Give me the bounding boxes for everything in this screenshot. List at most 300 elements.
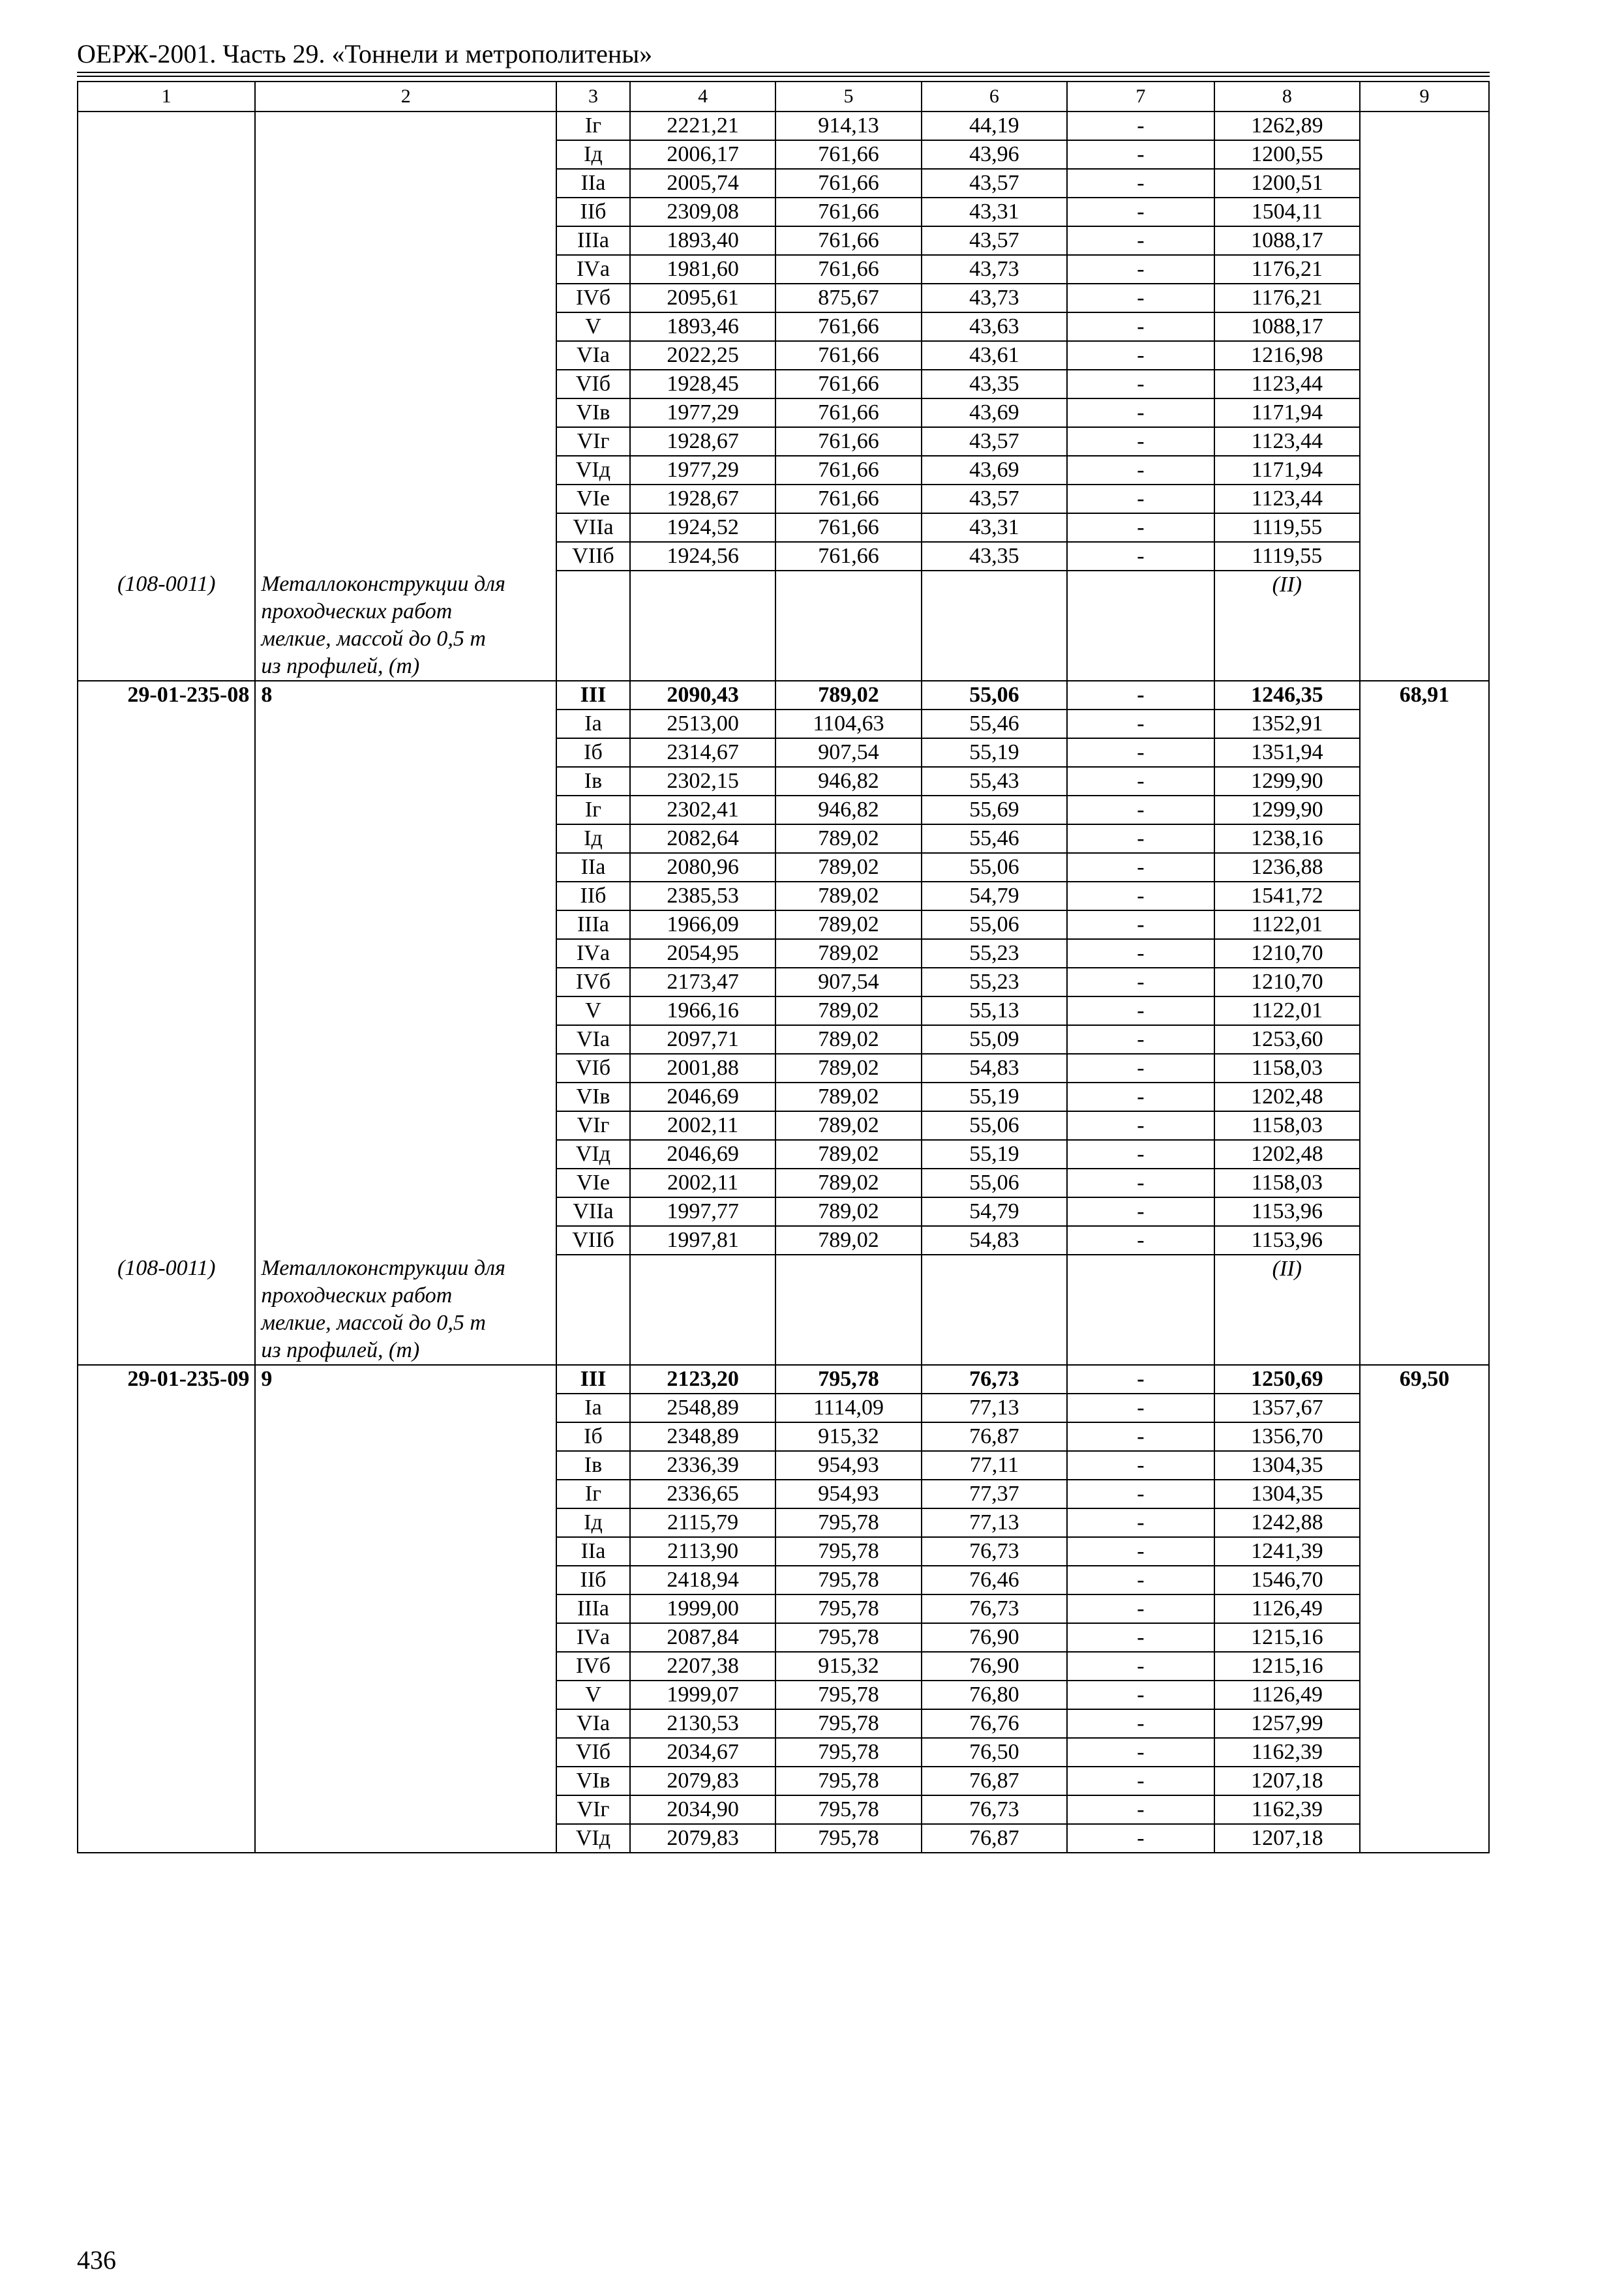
value-cell: 1088,17	[1214, 226, 1360, 255]
value-cell: 2079,83	[630, 1767, 775, 1795]
value-cell: VIд	[556, 1824, 630, 1853]
value-cell: 55,13	[922, 996, 1067, 1025]
value-cell: 76,87	[922, 1422, 1067, 1451]
rate-code	[78, 513, 255, 542]
value-cell: V	[556, 996, 630, 1025]
column-header: 8	[1214, 82, 1360, 112]
value-cell: 2079,83	[630, 1824, 775, 1853]
index-value	[1360, 370, 1489, 398]
index-value	[1360, 1054, 1489, 1083]
rate-description	[255, 140, 556, 169]
rate-code	[78, 485, 255, 513]
value-cell: -	[1067, 427, 1214, 456]
value-cell: 1351,94	[1214, 738, 1360, 767]
value-cell: -	[1067, 513, 1214, 542]
value-cell: 55,23	[922, 939, 1067, 968]
rate-description	[255, 1480, 556, 1508]
value-cell: 946,82	[775, 767, 921, 796]
value-cell: VIб	[556, 370, 630, 398]
table-header-row	[78, 82, 1489, 112]
value-cell: 1207,18	[1214, 1767, 1360, 1795]
value-cell: 2034,90	[630, 1795, 775, 1824]
material-description	[255, 571, 556, 681]
table-row	[78, 398, 1489, 427]
rate-description	[255, 1709, 556, 1738]
value-cell: V	[556, 1681, 630, 1709]
index-value	[1360, 853, 1489, 882]
table-row	[78, 140, 1489, 169]
empty-cell	[556, 571, 630, 681]
value-cell: Iг	[556, 796, 630, 824]
value-cell: -	[1067, 1709, 1214, 1738]
rate-code	[78, 796, 255, 824]
value-cell: 795,78	[775, 1537, 921, 1566]
value-cell: 1966,16	[630, 996, 775, 1025]
value-cell: 1210,70	[1214, 968, 1360, 996]
value-cell: 1202,48	[1214, 1083, 1360, 1111]
value-cell: 54,83	[922, 1226, 1067, 1255]
index-value: 69,50	[1360, 1365, 1489, 1394]
value-cell: 915,32	[775, 1652, 921, 1681]
value-cell: 76,73	[922, 1537, 1067, 1566]
index-value	[1360, 198, 1489, 226]
rate-code	[78, 1197, 255, 1226]
index-value	[1360, 456, 1489, 485]
table-row	[78, 542, 1489, 571]
rate-description	[255, 853, 556, 882]
rate-code	[78, 456, 255, 485]
value-cell: 1299,90	[1214, 767, 1360, 796]
value-cell: 1541,72	[1214, 882, 1360, 910]
index-value	[1360, 398, 1489, 427]
rate-description	[255, 1767, 556, 1795]
value-cell: 954,93	[775, 1480, 921, 1508]
value-cell: 54,79	[922, 1197, 1067, 1226]
rate-code	[78, 1594, 255, 1623]
value-cell: 2054,95	[630, 939, 775, 968]
table-row	[78, 427, 1489, 456]
rate-description	[255, 427, 556, 456]
value-cell: 1200,55	[1214, 140, 1360, 169]
value-cell: 1122,01	[1214, 996, 1360, 1025]
value-cell: VIе	[556, 485, 630, 513]
value-cell: 789,02	[775, 1226, 921, 1255]
rate-description	[255, 198, 556, 226]
value-cell: 761,66	[775, 169, 921, 198]
rate-description	[255, 968, 556, 996]
rate-description	[255, 1824, 556, 1853]
value-cell: 1162,39	[1214, 1795, 1360, 1824]
rate-description	[255, 1508, 556, 1537]
table-row	[78, 112, 1489, 140]
index-value	[1360, 1422, 1489, 1451]
rate-description	[255, 939, 556, 968]
value-cell: -	[1067, 370, 1214, 398]
value-cell: 1202,48	[1214, 1140, 1360, 1169]
table-row	[78, 1083, 1489, 1111]
value-cell: 2336,39	[630, 1451, 775, 1480]
rate-description	[255, 1451, 556, 1480]
value-cell: 2082,64	[630, 824, 775, 853]
rate-description	[255, 398, 556, 427]
index-value	[1360, 824, 1489, 853]
empty-cell	[922, 1255, 1067, 1365]
value-cell: 43,57	[922, 485, 1067, 513]
index-value	[1360, 1394, 1489, 1422]
empty-cell	[630, 1255, 775, 1365]
value-cell: -	[1067, 284, 1214, 312]
value-cell: 2022,25	[630, 341, 775, 370]
value-cell: 54,79	[922, 882, 1067, 910]
header-rule-double	[77, 76, 1490, 77]
table-row	[78, 939, 1489, 968]
value-cell: 1158,03	[1214, 1169, 1360, 1197]
value-cell: VIв	[556, 1083, 630, 1111]
table-row	[78, 1508, 1489, 1537]
header-rule	[77, 72, 1490, 73]
material-description-line: проходческих работ	[261, 599, 453, 623]
value-cell: IIб	[556, 882, 630, 910]
rate-code	[78, 542, 255, 571]
rate-description	[255, 169, 556, 198]
value-cell: 1210,70	[1214, 939, 1360, 968]
table-row	[78, 1054, 1489, 1083]
value-cell: 761,66	[775, 427, 921, 456]
value-cell: 55,09	[922, 1025, 1067, 1054]
rate-code	[78, 939, 255, 968]
rate-description	[255, 796, 556, 824]
table-row	[78, 824, 1489, 853]
rate-description	[255, 1681, 556, 1709]
value-cell: 76,87	[922, 1767, 1067, 1795]
rate-code	[78, 853, 255, 882]
empty-index	[1360, 571, 1489, 681]
rate-code	[78, 1083, 255, 1111]
rate-description	[255, 738, 556, 767]
value-cell: III	[556, 681, 630, 710]
value-cell: -	[1067, 1422, 1214, 1451]
value-cell: 76,73	[922, 1365, 1067, 1394]
value-cell: 2006,17	[630, 140, 775, 169]
value-cell: 907,54	[775, 968, 921, 996]
table-row	[78, 996, 1489, 1025]
value-cell: 1246,35	[1214, 681, 1360, 710]
value-cell: VIа	[556, 1709, 630, 1738]
value-cell: 789,02	[775, 1083, 921, 1111]
value-cell: VIIб	[556, 542, 630, 571]
value-cell: 2080,96	[630, 853, 775, 882]
value-cell: 761,66	[775, 513, 921, 542]
value-cell: 2130,53	[630, 1709, 775, 1738]
rates-table	[77, 81, 1490, 1853]
value-cell: 795,78	[775, 1824, 921, 1853]
value-cell: 43,63	[922, 312, 1067, 341]
table-row	[78, 1767, 1489, 1795]
table-row	[78, 1795, 1489, 1824]
value-cell: 1546,70	[1214, 1566, 1360, 1594]
table-row	[78, 1365, 1489, 1394]
value-cell: 789,02	[775, 1111, 921, 1140]
value-cell: 789,02	[775, 853, 921, 882]
rate-code	[78, 140, 255, 169]
value-cell: 1966,09	[630, 910, 775, 939]
value-cell: VIа	[556, 341, 630, 370]
table-row	[78, 1451, 1489, 1480]
rate-description	[255, 1226, 556, 1255]
value-cell: VIб	[556, 1054, 630, 1083]
rate-description	[255, 542, 556, 571]
rate-description	[255, 112, 556, 140]
value-cell: 789,02	[775, 1054, 921, 1083]
value-cell: 76,76	[922, 1709, 1067, 1738]
value-cell: 1924,52	[630, 513, 775, 542]
index-value	[1360, 738, 1489, 767]
value-cell: 1928,67	[630, 485, 775, 513]
rate-code	[78, 341, 255, 370]
value-cell: 1176,21	[1214, 284, 1360, 312]
value-cell: 55,46	[922, 710, 1067, 738]
value-cell: 1126,49	[1214, 1681, 1360, 1709]
value-cell: IVа	[556, 1623, 630, 1652]
value-cell: 55,19	[922, 1140, 1067, 1169]
value-cell: 43,35	[922, 370, 1067, 398]
index-value	[1360, 1623, 1489, 1652]
value-cell: 1123,44	[1214, 370, 1360, 398]
rate-description	[255, 710, 556, 738]
empty-cell	[775, 571, 921, 681]
rate-description	[255, 767, 556, 796]
table-row	[78, 1566, 1489, 1594]
index-value	[1360, 255, 1489, 284]
value-cell: 1158,03	[1214, 1054, 1360, 1083]
value-cell: 43,57	[922, 427, 1067, 456]
index-value	[1360, 341, 1489, 370]
value-cell: IIа	[556, 853, 630, 882]
value-cell: 1250,69	[1214, 1365, 1360, 1394]
index-value	[1360, 1738, 1489, 1767]
value-cell: 761,66	[775, 370, 921, 398]
value-cell: 43,57	[922, 169, 1067, 198]
value-cell: -	[1067, 1226, 1214, 1255]
value-cell: 761,66	[775, 198, 921, 226]
empty-cell	[1067, 571, 1214, 681]
rate-code	[78, 1111, 255, 1140]
empty-cell	[922, 571, 1067, 681]
value-cell: 795,78	[775, 1738, 921, 1767]
rate-code	[78, 968, 255, 996]
value-cell: -	[1067, 1594, 1214, 1623]
table-row	[78, 1594, 1489, 1623]
value-cell: -	[1067, 710, 1214, 738]
rate-code	[78, 767, 255, 796]
table-row	[78, 1480, 1489, 1508]
rate-description	[255, 996, 556, 1025]
rate-description: 9	[255, 1365, 556, 1394]
value-cell: IVа	[556, 255, 630, 284]
value-cell: 789,02	[775, 1025, 921, 1054]
index-value	[1360, 1594, 1489, 1623]
table-row	[78, 1169, 1489, 1197]
value-cell: 795,78	[775, 1508, 921, 1537]
value-cell: 1997,81	[630, 1226, 775, 1255]
rate-description	[255, 1652, 556, 1681]
value-cell: -	[1067, 1480, 1214, 1508]
table-row	[78, 1025, 1489, 1054]
value-cell: -	[1067, 1537, 1214, 1566]
value-cell: 43,96	[922, 140, 1067, 169]
rate-code	[78, 910, 255, 939]
rate-description	[255, 1623, 556, 1652]
value-cell: 1171,94	[1214, 456, 1360, 485]
index-value	[1360, 485, 1489, 513]
rate-description	[255, 284, 556, 312]
rate-code	[78, 710, 255, 738]
table-row	[78, 1824, 1489, 1853]
value-cell: -	[1067, 1365, 1214, 1394]
rate-code	[78, 1054, 255, 1083]
value-cell: 2207,38	[630, 1652, 775, 1681]
value-cell: IVа	[556, 939, 630, 968]
rate-description	[255, 1083, 556, 1111]
value-cell: 1304,35	[1214, 1480, 1360, 1508]
value-cell: 76,73	[922, 1594, 1067, 1623]
rate-code	[78, 882, 255, 910]
value-cell: 795,78	[775, 1681, 921, 1709]
value-cell: -	[1067, 1111, 1214, 1140]
value-cell: 1262,89	[1214, 112, 1360, 140]
value-cell: -	[1067, 1508, 1214, 1537]
value-cell: 1200,51	[1214, 169, 1360, 198]
value-cell: VIв	[556, 398, 630, 427]
index-value	[1360, 542, 1489, 571]
value-cell: 1215,16	[1214, 1652, 1360, 1681]
value-cell: -	[1067, 226, 1214, 255]
value-cell: Iд	[556, 1508, 630, 1537]
material-description	[255, 1255, 556, 1365]
value-cell: 2090,43	[630, 681, 775, 710]
column-header: 5	[775, 82, 921, 112]
value-cell: 43,31	[922, 198, 1067, 226]
table-row	[78, 341, 1489, 370]
value-cell: 55,06	[922, 1169, 1067, 1197]
index-value	[1360, 427, 1489, 456]
index-value	[1360, 1681, 1489, 1709]
value-cell: 76,90	[922, 1652, 1067, 1681]
table-row	[78, 255, 1489, 284]
material-description-line: Металлоконструкции для	[261, 1256, 505, 1280]
rate-code	[78, 824, 255, 853]
value-cell: 795,78	[775, 1566, 921, 1594]
value-cell: 2002,11	[630, 1169, 775, 1197]
value-cell: 43,69	[922, 398, 1067, 427]
table-row	[78, 796, 1489, 824]
value-cell: Iб	[556, 738, 630, 767]
value-cell: 915,32	[775, 1422, 921, 1451]
value-cell: 914,13	[775, 112, 921, 140]
value-cell: 789,02	[775, 939, 921, 968]
value-cell: 1088,17	[1214, 312, 1360, 341]
index-value	[1360, 1083, 1489, 1111]
rate-description	[255, 1795, 556, 1824]
value-cell: 2418,94	[630, 1566, 775, 1594]
value-cell: VIе	[556, 1169, 630, 1197]
value-cell: -	[1067, 1652, 1214, 1681]
rate-description	[255, 1054, 556, 1083]
index-value	[1360, 1140, 1489, 1169]
index-value	[1360, 796, 1489, 824]
rate-code	[78, 370, 255, 398]
value-cell: 2046,69	[630, 1140, 775, 1169]
value-cell: IIIа	[556, 1594, 630, 1623]
value-cell: Iв	[556, 1451, 630, 1480]
value-cell: -	[1067, 169, 1214, 198]
index-value	[1360, 1197, 1489, 1226]
value-cell: 761,66	[775, 341, 921, 370]
value-cell: -	[1067, 767, 1214, 796]
value-cell: IIIа	[556, 910, 630, 939]
value-cell: 789,02	[775, 681, 921, 710]
value-cell: Iв	[556, 767, 630, 796]
rate-code	[78, 1566, 255, 1594]
value-cell: 795,78	[775, 1623, 921, 1652]
rate-code	[78, 1652, 255, 1681]
rate-description	[255, 1197, 556, 1226]
value-cell: -	[1067, 1623, 1214, 1652]
table-row	[78, 1681, 1489, 1709]
rate-description	[255, 1422, 556, 1451]
value-cell: 55,06	[922, 1111, 1067, 1140]
value-cell: -	[1067, 681, 1214, 710]
rate-code	[78, 1623, 255, 1652]
value-cell: -	[1067, 312, 1214, 341]
value-cell: 2513,00	[630, 710, 775, 738]
rate-description	[255, 1738, 556, 1767]
rate-description	[255, 1025, 556, 1054]
table-row	[78, 767, 1489, 796]
rate-code	[78, 398, 255, 427]
value-cell: VIа	[556, 1025, 630, 1054]
value-cell: 1158,03	[1214, 1111, 1360, 1140]
value-cell: 1356,70	[1214, 1422, 1360, 1451]
index-value	[1360, 312, 1489, 341]
value-cell: 43,57	[922, 226, 1067, 255]
note-row	[78, 571, 1489, 681]
value-cell: 761,66	[775, 140, 921, 169]
rate-description	[255, 226, 556, 255]
table-row	[78, 1709, 1489, 1738]
value-cell: 2002,11	[630, 1111, 775, 1140]
value-cell: 1242,88	[1214, 1508, 1360, 1537]
value-cell: 1215,16	[1214, 1623, 1360, 1652]
value-cell: 77,37	[922, 1480, 1067, 1508]
rate-code	[78, 284, 255, 312]
value-cell: -	[1067, 542, 1214, 571]
rate-description	[255, 513, 556, 542]
value-cell: 43,61	[922, 341, 1067, 370]
value-cell: VIг	[556, 427, 630, 456]
value-cell: 1114,09	[775, 1394, 921, 1422]
value-cell: 76,90	[922, 1623, 1067, 1652]
rate-code	[78, 1681, 255, 1709]
value-cell: -	[1067, 824, 1214, 853]
value-cell: -	[1067, 341, 1214, 370]
value-cell: V	[556, 312, 630, 341]
value-cell: 1123,44	[1214, 427, 1360, 456]
value-cell: 1162,39	[1214, 1738, 1360, 1767]
value-cell: -	[1067, 796, 1214, 824]
rate-code	[78, 198, 255, 226]
value-cell: 2302,41	[630, 796, 775, 824]
